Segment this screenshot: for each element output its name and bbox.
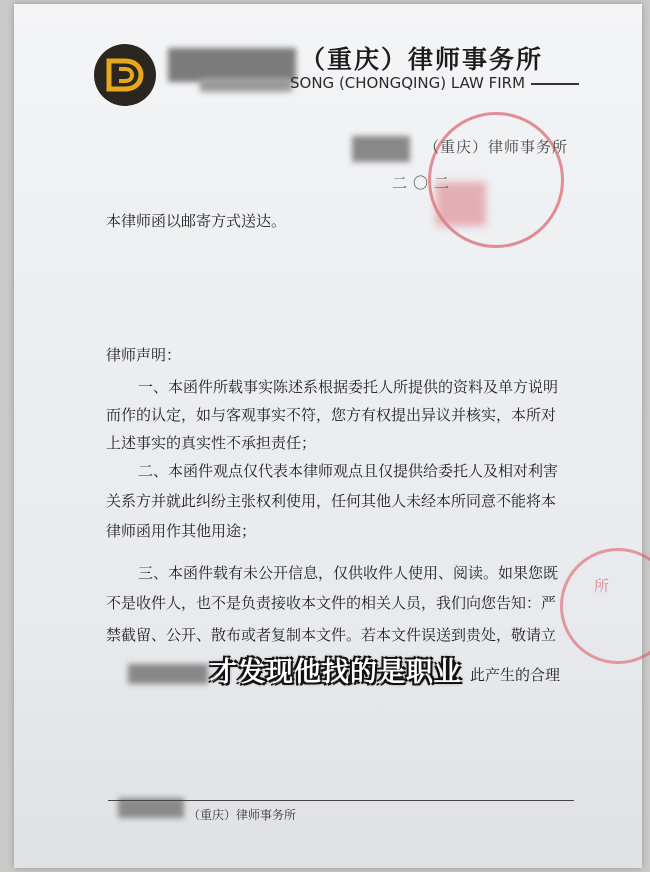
firm-name-en bbox=[290, 74, 579, 92]
redacted-signature-name bbox=[352, 136, 410, 162]
stamp-text: 所 bbox=[594, 577, 610, 595]
logo-d-icon bbox=[101, 51, 149, 99]
redacted-line-start bbox=[128, 664, 208, 684]
firm-name-cn: （重庆）律师事务所 bbox=[300, 45, 544, 74]
statement-heading: 律师声明： bbox=[106, 346, 182, 364]
statement-line: 不是收件人，也不是负责接收本文件的相关人员，我们向您告知：严 bbox=[106, 594, 557, 612]
statement-line: 三、本函件载有未公开信息，仅供收件人使用、阅读。如果您既 bbox=[138, 564, 559, 582]
redacted-footer-name bbox=[118, 798, 184, 818]
statement-line: 上述事实的真实性不承担责任； bbox=[106, 434, 317, 452]
statement-line: 律师函用作其他用途； bbox=[106, 522, 257, 540]
statement-line: 此产生的合理 bbox=[470, 666, 561, 684]
statement-line: 关系方并就此纠纷主张权利使用，任何其他人未经本所同意不能将本 bbox=[106, 492, 557, 510]
signature-org: （重庆）律师事务所 bbox=[424, 138, 569, 156]
statement-line: 二、本函件观点仅代表本律师观点且仅提供给委托人及相对利害 bbox=[138, 462, 559, 480]
header-rule bbox=[531, 83, 579, 85]
statement-line: 而作的认定，如与客观事实不符，您方有权提出异议并核实，本所对 bbox=[106, 406, 557, 424]
footer-firm-name: （重庆）律师事务所 bbox=[188, 808, 297, 822]
redacted-firm-name-en bbox=[200, 78, 292, 92]
delivery-note: 本律师函以邮寄方式送达。 bbox=[106, 212, 287, 230]
statement-line: 一、本函件所载事实陈述系根据委托人所提供的资料及单方说明 bbox=[138, 378, 559, 396]
statement-line: 禁截留、公开、散布或者复制本文件。若本文件误送到贵处，敬请立 bbox=[106, 626, 557, 644]
video-subtitle: 才发现他找的是职业 bbox=[210, 657, 462, 688]
firm-name-en-text: SONG (CHONGQING) LAW FIRM bbox=[290, 74, 526, 92]
signature-date: 二〇二 bbox=[392, 174, 456, 192]
redacted-firm-name bbox=[168, 48, 296, 82]
footer-rule bbox=[108, 800, 574, 801]
law-firm-logo bbox=[94, 44, 156, 106]
